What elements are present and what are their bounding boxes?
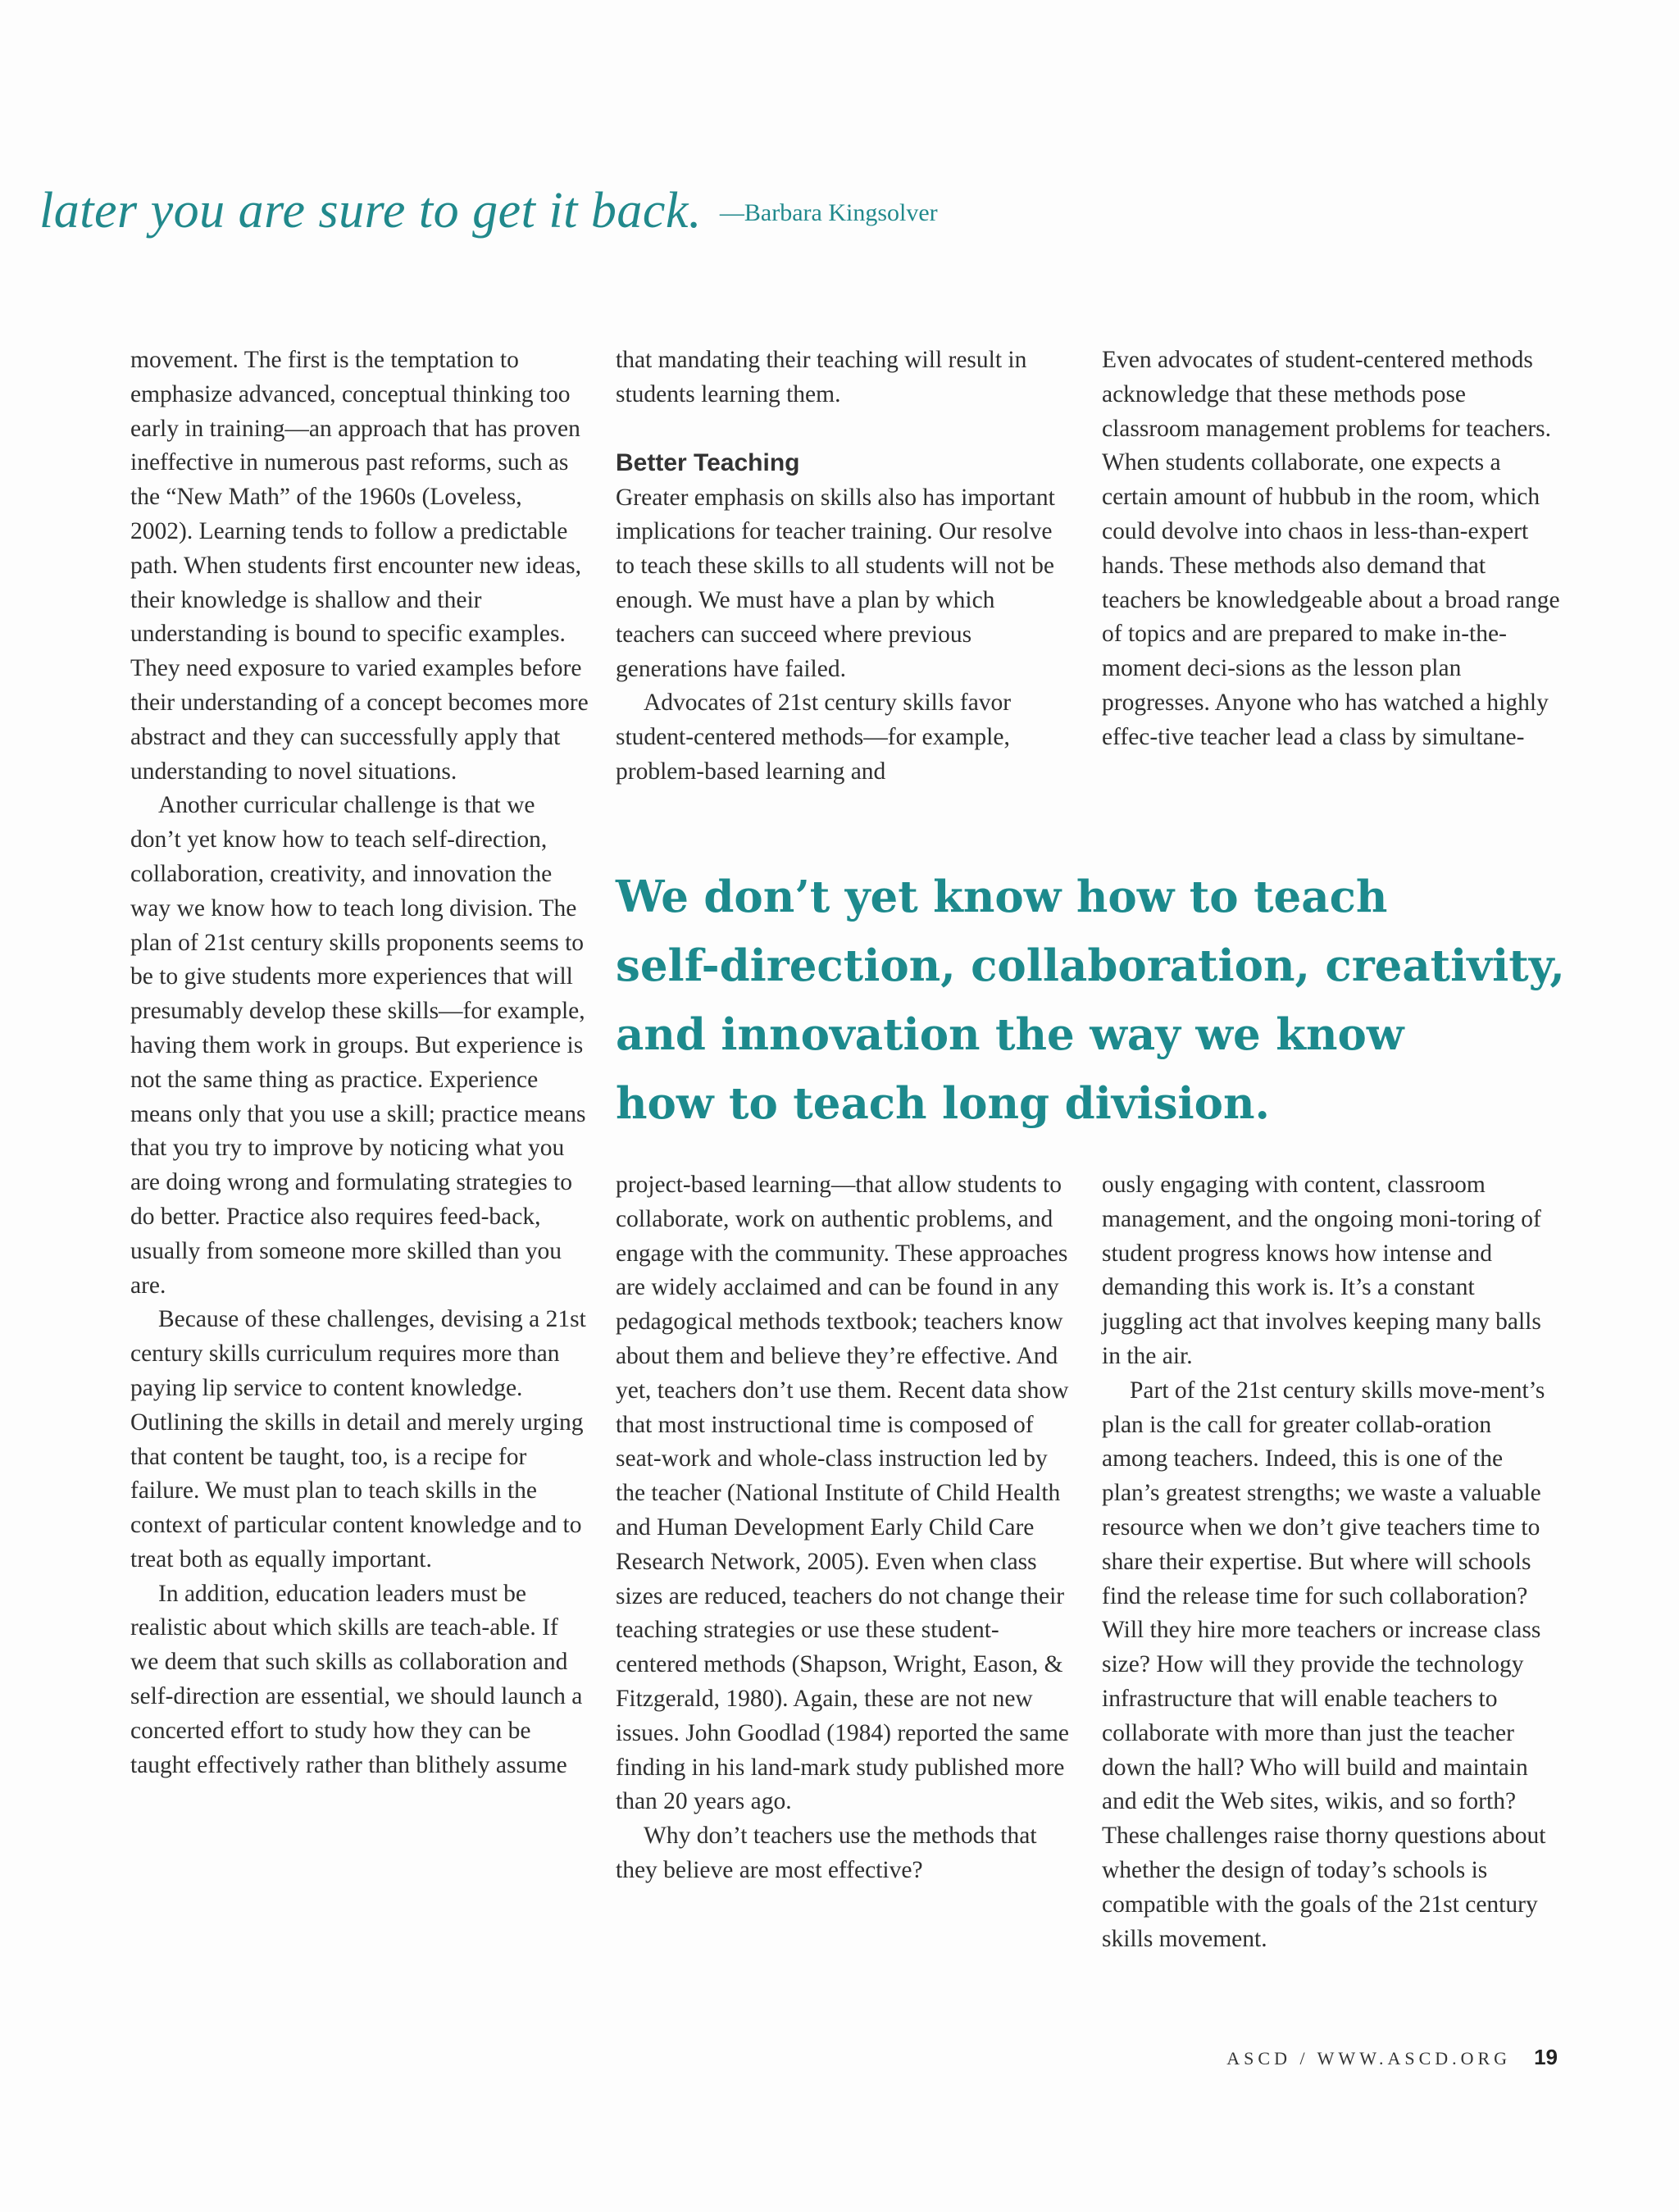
publisher-url: ASCD / WWW.ASCD.ORG (1226, 2048, 1512, 2069)
column-2-top (616, 344, 1075, 790)
paragraph: Because of these challenges, devising a 21st century skills curriculum requires more than paying lip service to content knowledge. Outlining the skills in detail and merely urging that content be taught, too, is a recipe for failure. We must plan to teach skills in the context of particular content knowledge and to treat both as equally important. (130, 1306, 586, 1573)
page-number: 19 (1534, 2045, 1558, 2069)
column-3-bottom (1102, 1168, 1561, 1956)
column-2-bottom (616, 1168, 1075, 1888)
paragraph: Part of the 21st century skills move-ment’s plan is the call for greater collab-oration among teachers. Indeed, this is one of the plan’s greatest strengths; we waste a valuable resource when we don’t give teachers time to share their expertise. But where will schools find the release time for such collaboration? Will they hire more teachers or increase class size? How will they provide the technology infrastructure that will enable teachers to collaborate with more than just the teacher down the hall? Who will build and maintain and edit the Web sites, wikis, and so forth? These challenges raise thorny questions about whether the design of today’s schools is compatible with the goals of the 21st century skills movement. (1102, 1377, 1546, 1952)
header-quote (39, 182, 938, 240)
column-3-top (1102, 344, 1561, 755)
header-quote-text: later you are sure to get it back. (39, 183, 702, 239)
paragraph: Another curricular challenge is that we don’t yet know how to teach self-direction, collaboration, creativity, and innovation the way we know how to teach long division. The plan of 21st century skills proponents seems to be to give students more experiences that will presumably develop these skills—for example, having them work in groups. But experience is not the same thing as practice. Experience means only that you use a skill; practice means that you try to improve by noticing what you are doing wrong and formulating strategies to do better. Practice also requires feed-back, usually from someone more skilled than you are. (130, 792, 586, 1299)
pull-quote-line: We don’t yet know how to teach (616, 872, 1388, 922)
paragraph: Why don’t teachers use the methods that they believe are most effective? (616, 1823, 1037, 1883)
pull-quote (616, 862, 1567, 1138)
section-heading: Better Teaching (616, 448, 800, 476)
paragraph: that mandating their teaching will result in students learning them. (616, 347, 1027, 407)
paragraph: In addition, education leaders must be realistic about which skills are teach-able. If we deem that such skills as collaboration and self-direction are essential, we should launch a concerted effort to study how they can be taught effectively rather than blithely assume (130, 1580, 583, 1778)
paragraph: movement. The first is the temptation to emphasize advanced, conceptual thinking too early in training—an approach that has proven ineffective in numerous past reforms, such as the “New Math” of the 1960s (Loveless, 2002). Learning tends to follow a predictable path. When students first encounter new ideas, their knowledge is shallow and their understanding is bound to specific examples. They need exposure to varied examples before their understanding of a concept becomes more abstract and they can successfully apply that understanding to novel situations. (130, 347, 589, 785)
pull-quote-line: and innovation the way we know (616, 1009, 1404, 1060)
paragraph: Advocates of 21st century skills favor student-centered methods—for example, problem-based learning and (616, 690, 1012, 785)
pull-quote-line: self-direction, collaboration, creativity, (616, 940, 1565, 991)
paragraph: ously engaging with content, classroom management, and the ongoing moni-toring of student progress knows how intense and demanding this work is. It’s a constant juggling act that involves keeping many balls in the air. (1102, 1172, 1541, 1369)
page-footer (1226, 2045, 1558, 2070)
paragraph: Greater emphasis on skills also has important implications for teacher training. Our resolve to teach these skills to all students will not be enough. We must have a plan by which teachers can succeed where previous generations have failed. (616, 484, 1055, 682)
paragraph: project-based learning—that allow students to collaborate, work on authentic problems, and engage with the community. These approaches are widely acclaimed and can be found in any pedagogical methods textbook; teachers know about them and believe they’re effective. And yet, teachers don’t use them. Recent data show that most instructional time is composed of seat-work and whole-class instruction led by the teacher (National Institute of Child Health and Human Development Early Child Care Research Network, 2005). Even when class sizes are reduced, teachers do not change their teaching strategies or use these student-centered methods (Shapson, Wright, Eason, & Fitzgerald, 1980). Again, these are not new issues. John Goodlad (1984) reported the same finding in his land-mark study published more than 20 years ago. (616, 1172, 1070, 1815)
paragraph: Even advocates of student-centered methods acknowledge that these methods pose classroom management problems for teachers. When students collaborate, one expects a certain amount of hubbub in the room, which could devolve into chaos in less-than-expert hands. These methods also demand that teachers be knowledgeable about a broad range of topics and are prepared to make in-the-moment deci-sions as the lesson plan progresses. Anyone who has watched a highly effec-tive teacher lead a class by simultane- (1102, 347, 1560, 750)
pull-quote-line: how to teach long division. (616, 1078, 1271, 1129)
column-1 (130, 344, 589, 1782)
header-quote-attribution: —Barbara Kingsolver (719, 199, 938, 226)
